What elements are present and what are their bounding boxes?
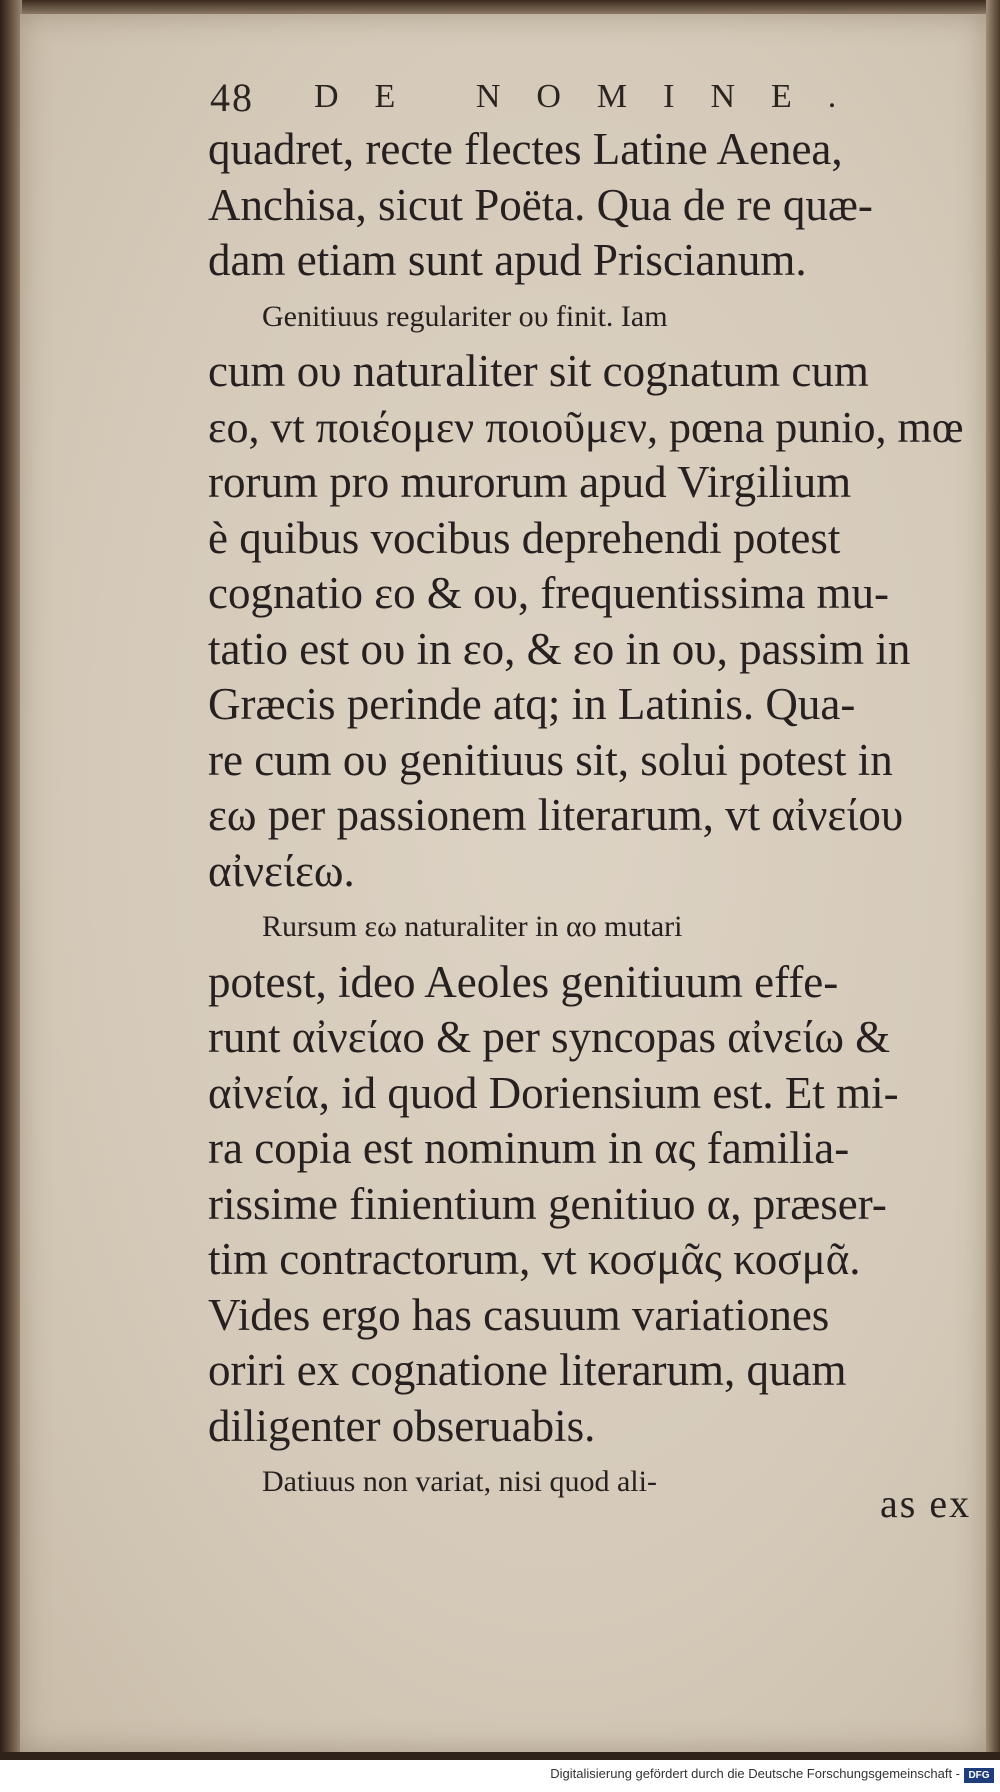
text-line: è quibus vocibus deprehendi potest — [208, 512, 841, 563]
book-binding-edge — [0, 0, 22, 1755]
digitization-credit: Digitalisierung gefördert durch die Deutsche Forschungsgemeinschaft - — [550, 1766, 960, 1781]
catchword: as ex — [880, 1481, 972, 1526]
text-line: tim contractorum, vt κοσμᾶς κοσμᾶ. — [208, 1234, 861, 1284]
page-header — [210, 72, 930, 122]
running-title: DE NOMINE. — [314, 78, 873, 115]
page-number: 48 — [210, 74, 254, 120]
text-line: αἰνεία, id quod Doriensium est. Et mi- — [208, 1067, 899, 1118]
book-cover-top-edge — [0, 0, 1000, 14]
text-line: oriri ex cognatione literarum, quam — [208, 1345, 847, 1395]
text-line: re cum ου genitiuus sit, solui potest in — [208, 734, 893, 785]
text-line: ra copia est nominum in ας familia- — [208, 1123, 850, 1173]
text-line: Græcis perinde atq; in Latinis. Qua- — [208, 679, 856, 729]
text-line: cum ου naturaliter sit cognatum cum — [208, 346, 869, 396]
text-line: αἰνείεω. — [208, 845, 355, 896]
text-line: rorum pro murorum apud Virgilium — [208, 457, 852, 507]
book-cover-right-edge — [986, 0, 1000, 1755]
text-line: potest, ideo Aeoles genitiuum effe- — [208, 956, 839, 1007]
text-line: runt αἰνείαο & per syncopas αἰνείω & — [208, 1012, 891, 1062]
text-line: cognatio εο & ου, frequentissima mu- — [208, 568, 890, 618]
dfg-logo: DFG — [964, 1768, 994, 1783]
text-line: Anchisa, sicut Poëta. Qua de re quæ- — [208, 179, 873, 230]
text-line: Datiuus non variat, nisi quod ali- — [262, 1465, 657, 1498]
text-line: tatio est ου in εο, & εο in ου, passim in — [208, 623, 911, 674]
text-line: Vides ergo has casuum variationes — [208, 1289, 830, 1340]
text-line: Rursum εω naturaliter in αο mutari — [262, 910, 683, 943]
text-line: rissime finientium genitiuo α, præser- — [208, 1178, 887, 1229]
body-text — [208, 122, 978, 1510]
text-line: dam etiam sunt apud Priscianum. — [208, 235, 807, 285]
text-line: quadret, recte flectes Latine Aenea, — [208, 124, 843, 174]
digitization-footer — [0, 1760, 1000, 1792]
text-line: diligenter obseruabis. — [208, 1400, 596, 1451]
text-line: εο, vt ποιέομεν ποιοῦμεν, pœna punio, mœ — [208, 402, 964, 452]
text-line: Genitiuus regulariter ου finit. Iam — [262, 299, 668, 333]
book-bottom-edge — [0, 1752, 1000, 1760]
text-line: εω per passionem literarum, vt αἰνείου — [208, 790, 904, 840]
